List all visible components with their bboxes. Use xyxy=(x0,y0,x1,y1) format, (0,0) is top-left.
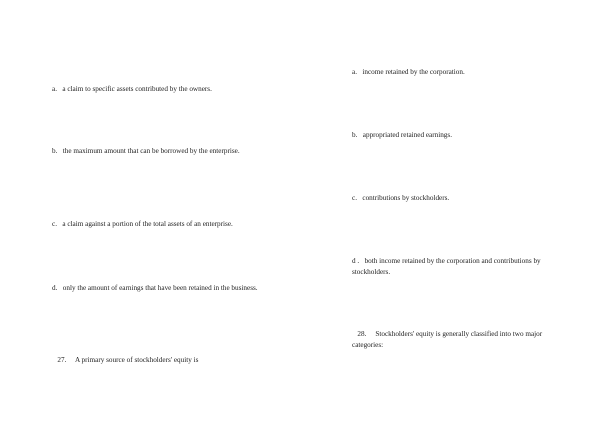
answer-option-b: b. the maximum amount that can be borrowed by the enterprise. xyxy=(52,147,240,155)
answer-option-a: a. a claim to specific assets contributed by the owners. xyxy=(52,85,212,93)
question-28: 28. Stockholders' equity is generally classified into two major categories: xyxy=(352,330,544,349)
question-27: 27. A primary source of stockholders' equity is xyxy=(52,356,199,364)
answer-option-a: a. income retained by the corporation. xyxy=(352,68,465,76)
right-column xyxy=(352,0,564,424)
answer-option-d: d . both income retained by the corporation and contributions by stockholders. xyxy=(352,257,543,276)
answer-option-b: b. appropriated retained earnings. xyxy=(352,131,452,139)
answer-option-c: c. a claim against a portion of the total assets of an enterprise. xyxy=(52,220,233,228)
left-column xyxy=(52,0,264,424)
answer-option-c: c. contributions by stockholders. xyxy=(352,194,450,202)
answer-option-d: d. only the amount of earnings that have been retained in the business. xyxy=(52,284,258,292)
